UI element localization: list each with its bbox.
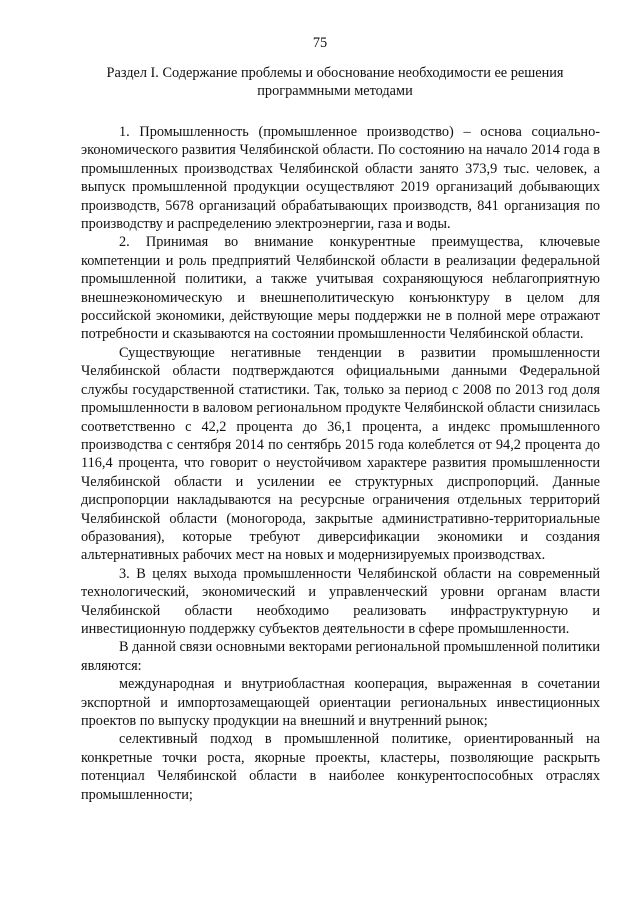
paragraph: 2. Принимая во внимание конкурентные преимущества, ключевые компетенции и роль предприятий Челябинской области в реализации федеральной промышленной политики, а также учитывая сохраняющуюся неблагоприятную внешнеэкономическую и внешнеполитическую конъюнктуру в целом для российской экономики, действующие меры поддержки не в полной мере отражают потребности и сказываются на состоянии промышленности Челябинской области. (81, 234, 600, 343)
paragraph: В данной связи основными векторами региональной промышленной политики являются: (81, 639, 600, 674)
paragraph: Существующие негативные тенденции в развитии промышленности Челябинской области подтверждаются официальными данными Федеральной службы государственной статистики. Так, только за период с 2008 по 2013 год доля промышленности в валовом региональном продукте Челябинской области снизилась соответственно с 42,2 процента до 36,1 процента, а индекс промышленного производства с сентября 2014 по сентябрь 2015 года колеблется от 94,2 процента до 116,4 процента, что говорит о неустойчивом характере развития промышленности Челябинской области и усилении ее структурных диспропорций. Данные диспропорции накладываются на ресурсные ограничения отдельных территорий Челябинской области (моногорода, закрытые административно-территориальные образования), которые требуют диверсификации экономики и создания альтернативных рабочих мест на новых и модернизируемых производствах. (81, 344, 600, 564)
page-number: 75 (312, 35, 328, 51)
paragraph: 1. Промышленность (промышленное производство) – основа социально-экономического развития Челябинской области. По состоянию на начало 2014 года в промышленных производствах Челябинской области занято 373,9 тыс. человек, а выпуск промышленной продукции осуществляют 2019 организаций добывающих производств, 5678 организаций обрабатывающих производств, 841 организация по производству и распределению электроэнергии, газа и воды. (81, 124, 600, 233)
section-heading: Раздел I. Содержание проблемы и обоснование необходимости ее решения программными методами (106, 65, 564, 100)
paragraph: 3. В целях выхода промышленности Челябинской области на современный технологический, экономический и управленческий уровни органам власти Челябинской области необходимо реализовать инфраструктурную и инвестиционную поддержку субъектов деятельности в сфере промышленности. (81, 565, 600, 637)
document-body (81, 123, 600, 804)
paragraph: международная и внутриобластная кооперация, выраженная в сочетании экспортной и импортозамещающей ориентации региональных инвестиционных проектов по выпуску продукции на внешний и внутренний рынок; (81, 676, 600, 729)
paragraph: селективный подход в промышленной политике, ориентированный на конкретные точки роста, якорные проекты, кластеры, позволяющие раскрыть потенциал Челябинской области в наиболее конкурентоспособных отраслях промышленности; (81, 731, 600, 803)
